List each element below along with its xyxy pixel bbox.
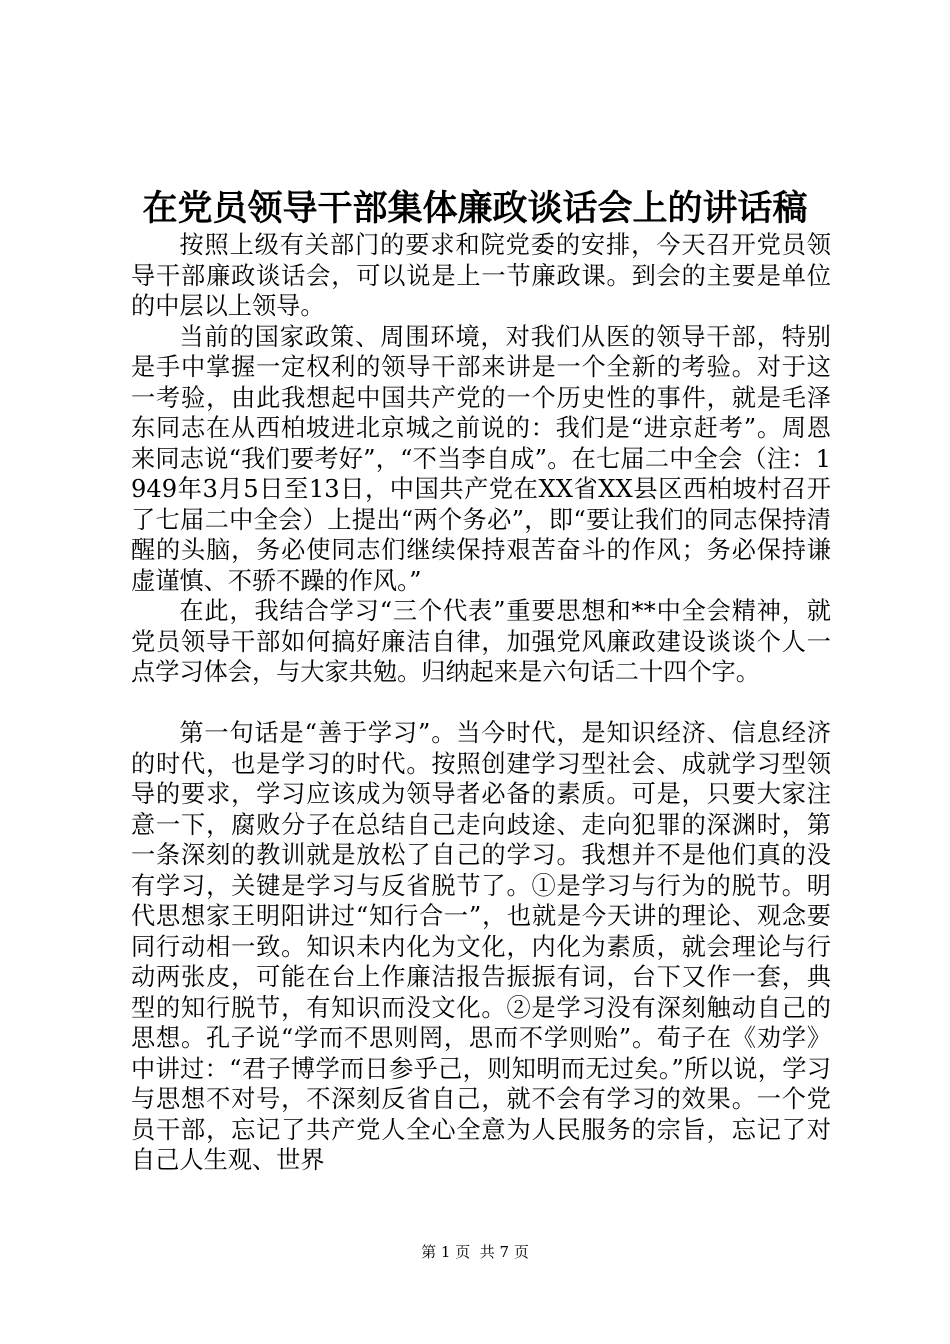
- paragraph-first-point: 第一句话是“善于学习”。当今时代，是知识经济、信息经济的时代，也是学习的时代。按照创建学习型社会、成就学习型领导的要求，学习应该成为领导者必备的素质。可是，只要大家注意一下，腐败分子在总结自己走向歧途、走向犯罪的深渊时，第一条深刻的教训就是放松了自己的学习。我想并不是他们真的没有学习，关键是学习与反省脱节了。①是学习与行为的脱节。明代思想家王明阳讲过“知行合一”，也就是今天讲的理论、观念要同行动相一致。知识未内化为文化，内化为素质，就会理论与行动两张皮，可能在台上作廉洁报告振振有词，台下又作一套，典型的知行脱节，有知识而没文化。②是学习没有深刻触动自己的思想。孔子说“学而不思则罔，思而不学则贻”。荀子在《劝学》中讲过：“君子博学而日参乎己，则知明而无过矣。”所以说，学习与思想不对号，不深刻反省自己，就不会有学习的效果。一个党员干部，忘记了共产党人全心全意为人民服务的宗旨，忘记了对自己人生观、世界: [131, 719, 831, 1174]
- paragraph-summary: 在此，我结合学习“三个代表”重要思想和**中全会精神，就党员领导干部如何搞好廉洁自律，加强党风廉政建设谈谈个人一点学习体会，与大家共勉。归纳起来是六句话二十四个字。: [131, 597, 831, 686]
- paragraph-context: 当前的国家政策、周围环境，对我们从医的领导干部，特别是手中掌握一定权利的领导干部来讲是一个全新的考验。对于这一考验，由此我想起中国共产党的一个历史性的事件，就是毛泽东同志在从西柏坡进北京城之前说的：我们是“进京赶考”。周恩来同志说“我们要考好”，“不当李自成”。在七届二中全会（注：1949年3月5日至13日，中国共产党在XX省XX县区西柏坡村召开了七届二中全会）上提出“两个务必”，即“要让我们的同志保持清醒的头脑，务必使同志们继续保持艰苦奋斗的作风；务必保持谦虚谨慎、不骄不躁的作风。”: [131, 322, 831, 595]
- page-footer: 第 1 页 共 7 页: [421, 1243, 529, 1261]
- paragraph-intro: 按照上级有关部门的要求和院党委的安排，今天召开党员领导干部廉政谈话会，可以说是上一节廉政课。到会的主要是单位的中层以上领导。: [131, 231, 831, 320]
- document-body: [131, 230, 831, 1176]
- document-title: 在党员领导干部集体廉政谈话会上的讲话稿: [142, 188, 808, 229]
